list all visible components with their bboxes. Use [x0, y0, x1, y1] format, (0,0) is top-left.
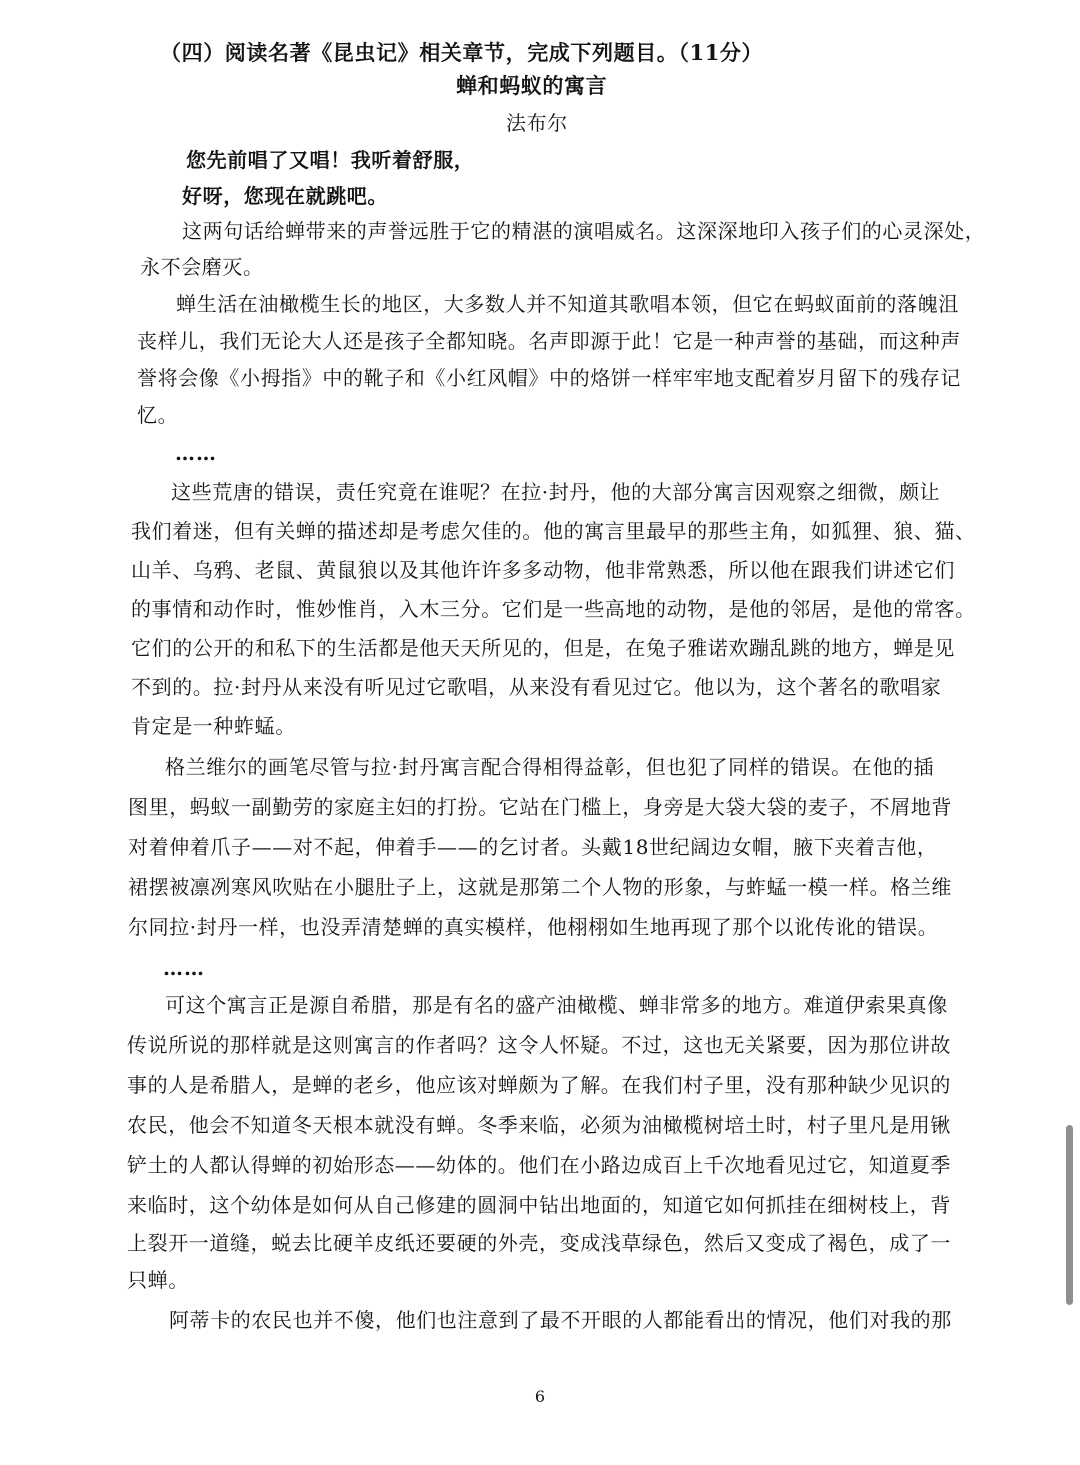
text-line: 图里，蚂蚁一副勤劳的家庭主妇的打扮。它站在门槛上，身旁是大袋大袋的麦子，不屑地背 [128, 795, 952, 819]
text-line: 我们着迷，但有关蝉的描述却是考虑欠佳的。他的寓言里最早的那些主角，如狐狸、狼、猫、 [131, 519, 976, 543]
text-line: 来临时，这个幼体是如何从自己修建的圆洞中钻出地面的，知道它如何抓挂在细树枝上，背 [127, 1193, 951, 1217]
text-line: 蝉生活在油橄榄生长的地区，大多数人并不知道其歌唱本领，但它在蚂蚁面前的落魄沮 [176, 292, 959, 316]
text-line: 格兰维尔的画笔尽管与拉·封丹寓言配合得相得益彰，但也犯了同样的错误。在他的插 [165, 755, 935, 779]
ellipsis: …… [175, 441, 217, 465]
text-line: 忆。 [137, 403, 179, 427]
article-author: 法布尔 [506, 111, 568, 135]
text-line: 对着伸着爪子——对不起，伸着手——的乞讨者。头戴18世纪阔边女帽，腋下夹着吉他， [128, 835, 938, 859]
text-line: 永不会磨灭。 [140, 255, 264, 279]
text-line: 肯定是一种蚱蜢。 [131, 714, 296, 738]
text-line: 事的人是希腊人，是蝉的老乡，他应该对蝉颇为了解。在我们村子里，没有那种缺少见识的 [127, 1073, 951, 1097]
text-line: 阿蒂卡的农民也并不傻，他们也注意到了最不开眼的人都能看出的情况，他们对我的那 [169, 1308, 952, 1332]
question-heading: （四）阅读名著《昆虫记》相关章节，完成下列题目。（11分） [160, 40, 764, 65]
text-line: 这两句话给蝉带来的声誉远胜于它的精湛的演唱威名。这深深地印入孩子们的心灵深处， [182, 219, 986, 243]
text-line: 这些荒唐的错误，责任究竟在谁呢？在拉·封丹，他的大部分寓言因观察之细微，颇让 [171, 480, 941, 504]
text-line: 农民，他会不知道冬天根本就没有蝉。冬季来临，必须为油橄榄树培土时，村子里凡是用锹 [127, 1113, 951, 1137]
text-line: 尔同拉·封丹一样，也没弄清楚蝉的真实模样，他栩栩如生地再现了那个以讹传讹的错误。 [128, 915, 939, 939]
text-line: 传说所说的那样就是这则寓言的作者吗？这令人怀疑。不过，这也无关紧要，因为那位讲故 [127, 1033, 951, 1057]
verse-line-1: 您先前唱了又唱！我听着舒服， [186, 148, 475, 172]
text-line: 丧样儿，我们无论大人还是孩子全都知晓。名声即源于此！它是一种声誉的基础，而这种声 [137, 329, 961, 353]
text-line: 不到的。拉·封丹从来没有听见过它歌唱，从来没有看见过它。他以为，这个著名的歌唱家 [131, 675, 942, 699]
text-line: 裙摆被凛冽寒风吹贴在小腿肚子上，这就是那第二个人物的形象，与蚱蜢一模一样。格兰维 [128, 875, 952, 899]
text-line: 誉将会像《小拇指》中的靴子和《小红风帽》中的烙饼一样牢牢地支配着岁月留下的残存记 [137, 366, 961, 390]
text-line: 上裂开一道缝，蜕去比硬羊皮纸还要硬的外壳，变成浅草绿色，然后又变成了褐色，成了一 [127, 1231, 951, 1255]
text-line: 它们的公开的和私下的生活都是他天天所见的，但是，在兔子雅诺欢蹦乱跳的地方，蝉是见 [131, 636, 955, 660]
scrollbar-thumb[interactable] [1066, 1125, 1073, 1305]
page-number: 6 [534, 1387, 546, 1406]
article-title: 蝉和蚂蚁的寓言 [456, 73, 608, 98]
ellipsis: …… [163, 956, 205, 980]
text-line: 可这个寓言正是源自希腊，那是有名的盛产油橄榄、蝉非常多的地方。难道伊索果真像 [165, 993, 948, 1017]
text-line: 的事情和动作时，惟妙惟肖，入木三分。它们是一些高地的动物，是他的邻居，是他的常客。 [131, 597, 976, 621]
text-line: 只蝉。 [127, 1268, 189, 1292]
text-line: 铲土的人都认得蝉的初始形态——幼体的。他们在小路边成百上千次地看见过它，知道夏季 [127, 1153, 951, 1177]
verse-line-2: 好呀，您现在就跳吧。 [182, 184, 388, 208]
text-line: 山羊、乌鸦、老鼠、黄鼠狼以及其他许许多多动物，他非常熟悉，所以他在跟我们讲述它们 [131, 558, 955, 582]
